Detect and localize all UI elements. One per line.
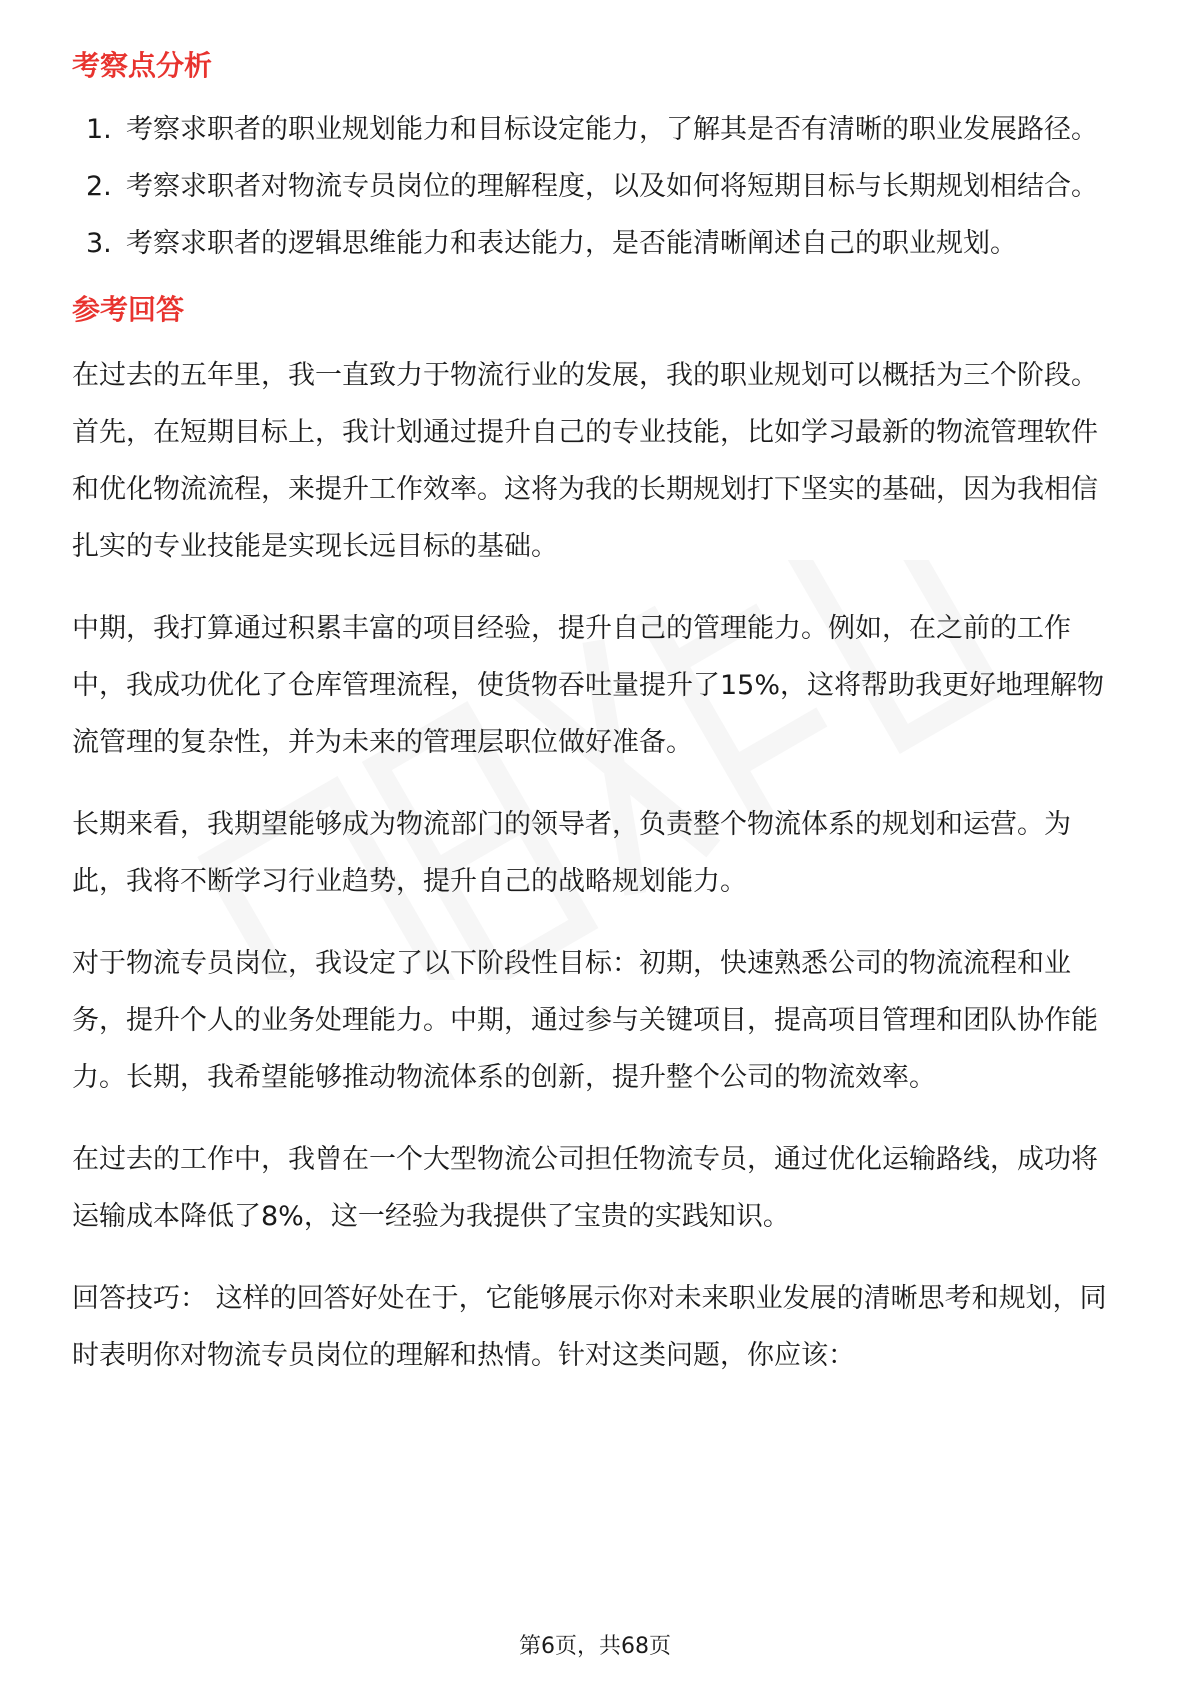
point-number: 2.	[86, 171, 112, 202]
point-text: 考察求职者的职业规划能力和目标设定能力，了解其是否有清晰的职业发展路径。	[126, 114, 1098, 145]
answer-paragraph: 长期来看，我期望能够成为物流部门的领导者，负责整个物流体系的规划和运营。为此，我将不断学习行业趋势，提升自己的战略规划能力。	[72, 809, 1071, 897]
point-number: 3.	[86, 228, 112, 259]
analysis-point	[72, 158, 1118, 215]
answer-paragraph: 回答技巧： 这样的回答好处在于，它能够展示你对未来职业发展的清晰思考和规划，同时表明你对物流专员岗位的理解和热情。针对这类问题，你应该：	[72, 1283, 1107, 1371]
answer-paragraph: 在过去的工作中，我曾在一个大型物流公司担任物流专员，通过优化运输路线，成功将运输成本降低了8%，这一经验为我提供了宝贵的实践知识。	[72, 1144, 1098, 1232]
page-number: 第6页，共68页	[519, 1634, 671, 1659]
point-number: 1.	[86, 114, 112, 145]
answer-paragraph: 在过去的五年里，我一直致力于物流行业的发展，我的职业规划可以概括为三个阶段。首先，在短期目标上，我计划通过提升自己的专业技能，比如学习最新的物流管理软件和优化物流流程，来提升工作效率。这将为我的长期规划打下坚实的基础，因为我相信扎实的专业技能是实现长远目标的基础。	[72, 360, 1098, 562]
analysis-heading: 考察点分析	[72, 49, 213, 82]
answer-paragraph: 中期，我打算通过积累丰富的项目经验，提升自己的管理能力。例如，在之前的工作中，我成功优化了仓库管理流程，使货物吞吐量提升了15%，这将帮助我更好地理解物流管理的复杂性，并为未来的管理层职位做好准备。	[72, 613, 1105, 758]
analysis-points-list	[72, 101, 1118, 272]
answer-paragraph: 对于物流专员岗位，我设定了以下阶段性目标：初期，快速熟悉公司的物流流程和业务，提升个人的业务处理能力。中期，通过参与关键项目，提高项目管理和团队协作能力。长期，我希望能够推动物流体系的创新，提升整个公司的物流效率。	[72, 948, 1098, 1093]
analysis-point	[72, 215, 1118, 272]
point-text: 考察求职者的逻辑思维能力和表达能力，是否能清晰阐述自己的职业规划。	[126, 228, 1017, 259]
page-content	[72, 46, 1118, 1384]
answer-heading: 参考回答	[72, 293, 185, 326]
analysis-point	[72, 101, 1118, 158]
point-text: 考察求职者对物流专员岗位的理解程度，以及如何将短期目标与长期规划相结合。	[126, 171, 1098, 202]
